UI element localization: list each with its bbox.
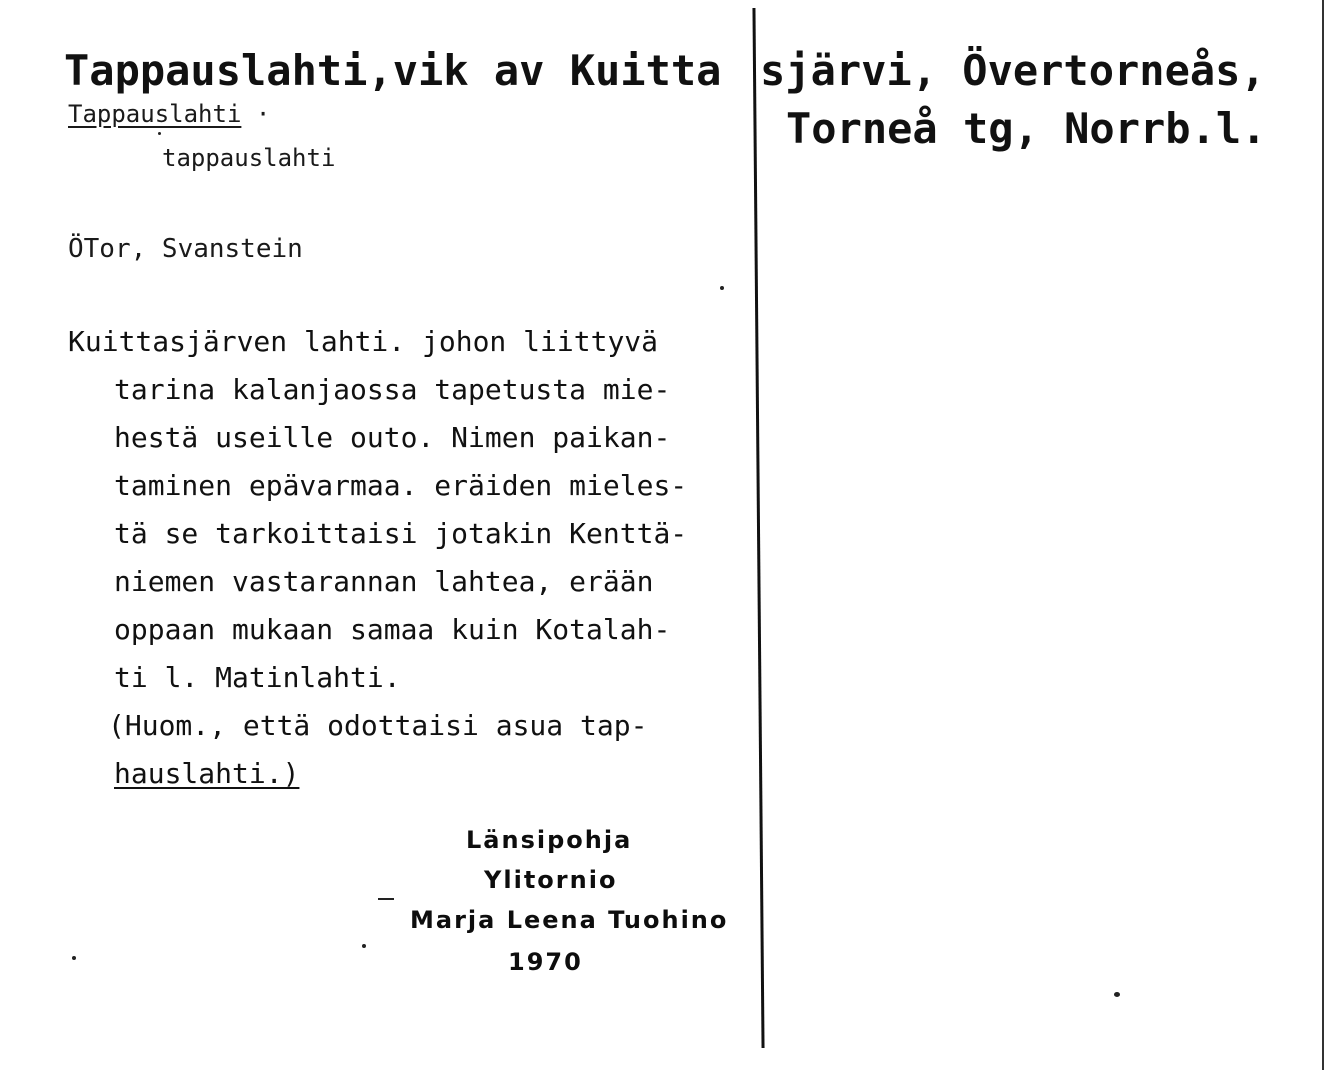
- stamp-parish: Ylitornio: [484, 866, 618, 894]
- ink-speck: [720, 286, 724, 290]
- ink-speck: [362, 944, 366, 948]
- stamp-collector: Marja Leena Tuohino: [410, 906, 729, 934]
- stamp-year: 1970: [508, 948, 583, 976]
- location-line-2: Torneå tg, Norrb.l.: [786, 104, 1267, 153]
- card-edge: [1322, 0, 1324, 1070]
- ink-speck: [72, 956, 76, 960]
- standard-form: [68, 100, 270, 128]
- ink-stroke: [378, 898, 394, 900]
- stamp-region: Länsipohja: [466, 826, 633, 854]
- standard-form-text: Tappauslahti: [68, 100, 242, 128]
- description-line: tarina kalanjaossa tapetusta mie-: [114, 373, 671, 406]
- ink-speck: [158, 132, 161, 135]
- phonetic-form: tappauslahti: [162, 144, 336, 172]
- standard-form-mark: ·: [255, 100, 271, 128]
- description-line: ti l. Matinlahti.: [114, 661, 401, 694]
- description-line: tä se tarkoittaisi jotakin Kenttä-: [114, 517, 688, 550]
- description-line: taminen epävarmaa. eräiden mieles-: [114, 469, 688, 502]
- place-name-heading: Tappauslahti,vik av Kuitta: [64, 46, 722, 95]
- description-line: Kuittasjärven lahti. johon liittyvä: [68, 325, 659, 358]
- note-line: (Huom., että odottaisi asua tap-: [108, 709, 648, 742]
- description-text: [68, 318, 687, 798]
- description-line: niemen vastarannan lahtea, erään: [114, 565, 654, 598]
- description-line: oppaan mukaan samaa kuin Kotalah-: [114, 613, 671, 646]
- source-locality: ÖTor, Svanstein: [68, 234, 303, 264]
- location-line-1: sjärvi, Övertorneås,: [760, 46, 1266, 95]
- note-line: hauslahti.): [114, 757, 300, 790]
- column-divider: [752, 8, 764, 1048]
- ink-speck: [1114, 992, 1120, 997]
- description-line: hestä useille outo. Nimen paikan-: [114, 421, 671, 454]
